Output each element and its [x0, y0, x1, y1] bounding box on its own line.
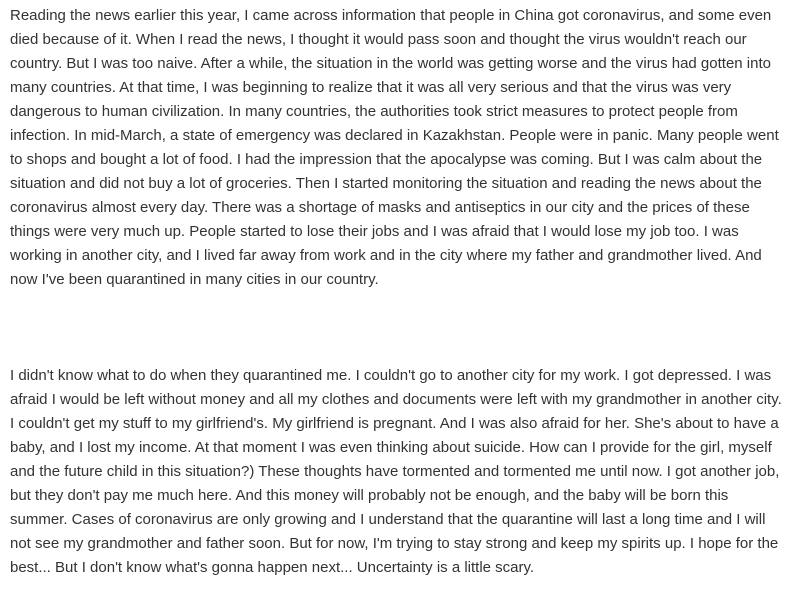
document-body — [10, 4, 782, 580]
paragraph-2: I didn't know what to do when they quarantined me. I couldn't go to another city for my work. I got depressed. I was afraid I would be left without money and all my clothes and documents were left with my grandmother in another city. I couldn't get my stuff to my girlfriend's. My girlfriend is pregnant. And I was also afraid for her. She's about to have a baby, and I lost my income. At that moment I was even thinking about suicide. How can I provide for the girl, myself and the future child in this situation?) These thoughts have tormented and tormented me until now. I got another job, but they don't pay me much here. And this money will probably not be enough, and the baby will be born this summer. Cases of coronavirus are only growing and I understand that the quarantine will last a long time and I will not see my grandmother and father soon. But for now, I'm trying to stay strong and keep my spirits up. I hope for the best... But I don't know what's gonna happen next... Uncertainty is a little scary. — [10, 367, 782, 576]
paragraph-1: Reading the news earlier this year, I came across information that people in China got coronavirus, and some even died because of it. When I read the news, I thought it would pass soon and thought the virus wouldn't reach our country. But I was too naive. After a while, the situation in the world was getting worse and the virus had gotten into many countries. At that time, I was beginning to realize that it was all very serious and that the virus was very dangerous to human civilization. In many countries, the authorities took strict measures to protect people from infection. In mid-March, a state of emergency was declared in Kazakhstan. People were in panic. Many people went to shops and bought a lot of food. I had the impression that the apocalypse was coming. But I was calm about the situation and did not buy a lot of groceries. Then I started monitoring the situation and reading the news about the coronavirus almost every day. There was a shortage of masks and antiseptics in our city and the prices of these things were very much up. People started to lose their jobs and I was afraid that I would lose my job too. I was working in another city, and I lived far away from work and in the city where my father and grandmother lived. And now I've been quarantined in many cities in our country. — [10, 7, 779, 288]
